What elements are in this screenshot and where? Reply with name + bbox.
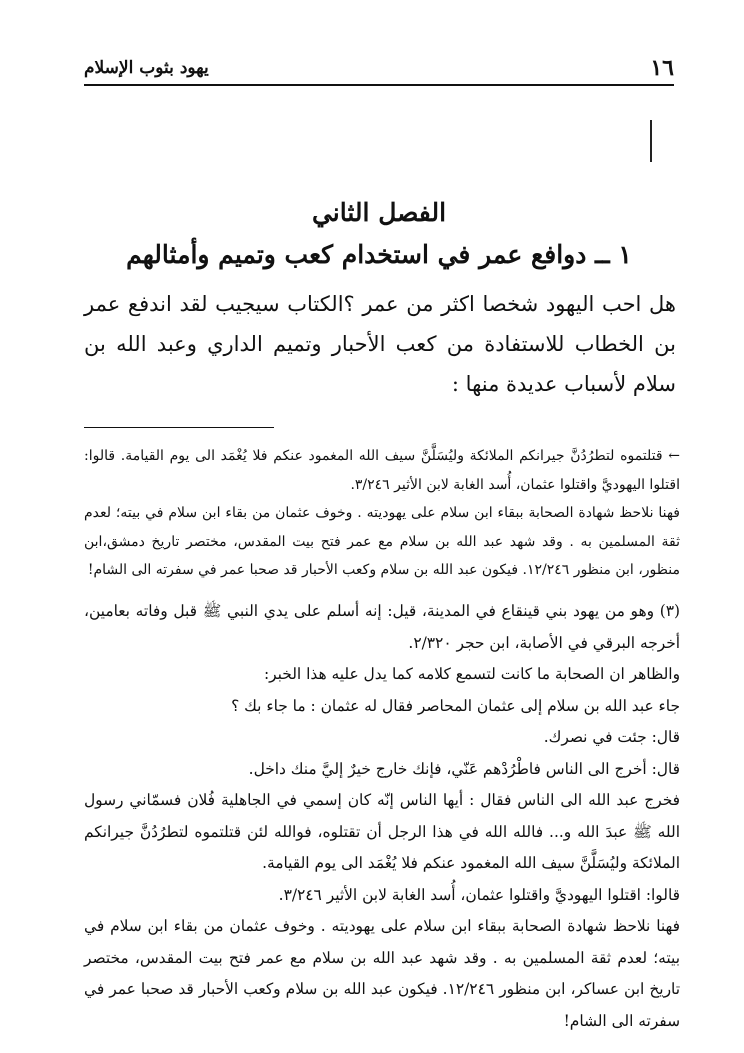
chapter-title: الفصل الثاني — [311, 198, 447, 227]
footnote-paragraph: والظاهر ان الصحابة ما كانت لتسمع كلامه كما يدل عليه هذا الخبر: — [263, 665, 680, 683]
ink-mark — [650, 120, 652, 162]
running-header — [84, 52, 674, 86]
section-title: ١ ــ دوافع عمر في استخدام كعب وتميم وأمثالهم — [126, 240, 632, 269]
footnote-paragraph: قال: أخرج الى الناس فاطْرُدْهم عَنّي، فإنك خارج خيرٌ إليَّ منك داخل. — [248, 759, 680, 778]
footnote-paragraph: (٣) وهو من يهود بني قينقاع في المدينة، قيل: إنه أسلم على يدي النبي ﷺ قبل وفاته بعامين، أخرجه البرقي في الأصابة، ابن حجر ٢/٣٢٠. — [84, 602, 680, 652]
footnote-paragraph: فخرج عبد الله الى الناس فقال : أيها الناس إنّه كان إسمي في الجاهلية فُلان فسمّاني رسول الله ﷺ عبدَ الله و... فالله الله في هذا الرجل أن تقتلوه، فوالله لئن قتلتموه لتطرُدُنَّ جيرانكم الملائكة وليُسَلَّنَّ سيف الله المغمود عنكم فلا يُغْمَد الى يوم القيامة. — [84, 791, 680, 872]
footnote-paragraph: فهنا نلاحظ شهادة الصحابة ببقاء ابن سلام على يهوديته . وخوف عثمان من بقاء ابن سلام في بيته؛ لعدم ثقة المسلمين به . وقد شهد عبد الله بن سلام مع عمر فتح بيت المقدس، مختصر تاريخ دمشق،ابن منظور، ابن منظور ١٢/٢٤٦. فيكون عبد الله بن سلام وكعب الأحبار قد صحبا عمر في سفرته الى الشام! — [84, 505, 680, 578]
footnote-paragraph: قال: جئت في نصرك. — [543, 728, 680, 746]
intro-paragraph: هل احب اليهود شخصا اكثر من عمر ؟الكتاب سيجيب لقد اندفع عمر بن الخطاب للاستفادة من كعب الأحبار وتميم الداري وعبد الله بن سلام لأسباب عديدة منها : — [84, 292, 676, 396]
footnote-paragraph: قالوا: اقتلوا اليهوديَّ واقتلوا عثمان، أُسد الغابة لابن الأثير ٣/٢٤٦. — [278, 885, 680, 904]
footnote-3-block — [84, 596, 680, 1037]
footnote-separator — [84, 427, 274, 428]
book-title: يهود بثوب الإسلام — [84, 58, 209, 78]
intro-text — [84, 284, 676, 404]
footnotes-block — [84, 442, 680, 585]
footnote-paragraph: فهنا نلاحظ شهادة الصحابة ببقاء ابن سلام على يهوديته . وخوف عثمان من بقاء ابن سلام في بيته؛ لعدم ثقة المسلمين به . وقد شهد عبد الله بن سلام مع عمر فتح بيت المقدس، مختصر تاريخ ابن عساكر، ابن منظور ١٢/٢٤٦. فيكون عبد الله بن سلام وكعب الأحبار قد صحبا عمر في سفرته الى الشام! — [84, 917, 680, 1030]
footnote-paragraph: ← قتلتموه لتطرُدُنَّ جيرانكم الملائكة وليُسَلَّنَّ سيف الله المغمود عنكم فلا يُغْمَد الى يوم القيامة. قالوا: اقتلوا اليهوديَّ واقتلوا عثمان، أُسد الغابة لابن الأثير ٣/٢٤٦. — [84, 448, 681, 493]
footnote-paragraph: جاء عبد الله بن سلام إلى عثمان المحاصر فقال له عثمان : ما جاء بك ؟ — [231, 696, 680, 715]
page-number: ١٦ — [650, 55, 674, 81]
